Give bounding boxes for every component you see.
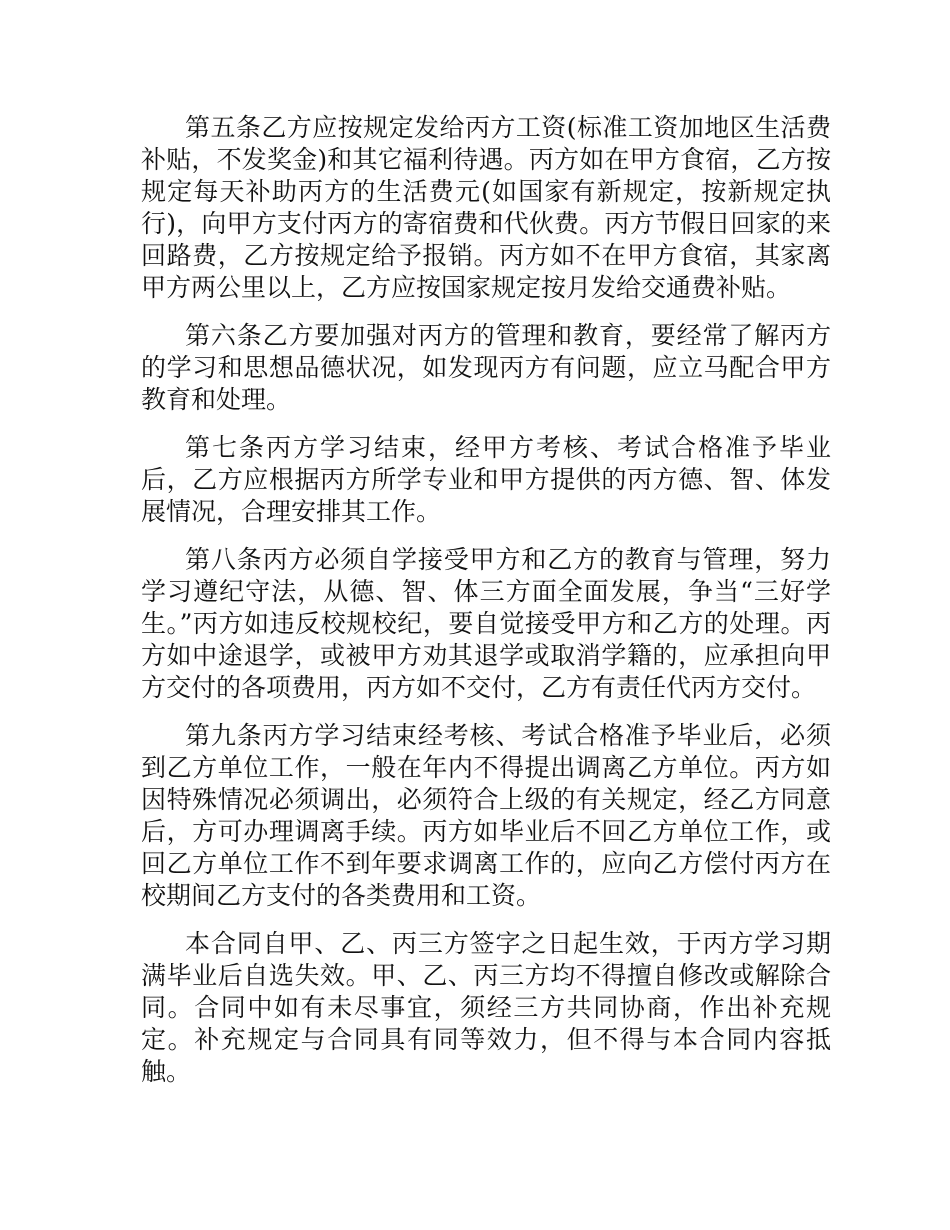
paragraph-article-5: 第五条乙方应按规定发给丙方工资(标准工资加地区生活费补贴，不发奖金)和其它福利待遇。丙方如在甲方食宿，乙方按规定每天补助丙方的生活费元(如国家有新规定，按新规定执行)，向甲方支付丙方的寄宿费和代伙费。丙方节假日回家的来回路费，乙方按规定给予报销。丙方如不在甲方食宿，其家离甲方两公里以上，乙方应按国家规定按月发给交通费补贴。 (141, 113, 831, 302)
paragraph-article-6: 第六条乙方要加强对丙方的管理和教育，要经常了解丙方的学习和思想品德状况，如发现丙方有问题，应立马配合甲方教育和处理。 (141, 321, 831, 414)
document-body (141, 112, 831, 1104)
paragraph-effective-clause: 本合同自甲、乙、丙三方签字之日起生效，于丙方学习期满毕业后自选失效。甲、乙、丙三方均不得擅自修改或解除合同。合同中如有未尽事宜，须经三方共同协商，作出补充规定。补充规定与合同具有同等效力，但不得与本合同内容抵触。 (141, 929, 831, 1086)
paragraph-article-8: 第八条丙方必须自学接受甲方和乙方的教育与管理，努力学习遵纪守法，从德、智、体三方面全面发展，争当“三好学生。”丙方如违反校规校纪，要自觉接受甲方和乙方的处理。丙方如中途退学，或被甲方劝其退学或取消学籍的，应承担向甲方交付的各项费用，丙方如不交付，乙方有责任代丙方交付。 (141, 545, 831, 702)
paragraph-article-9: 第九条丙方学习结束经考核、考试合格准予毕业后，必须到乙方单位工作，一般在年内不得提出调离乙方单位。丙方如因特殊情况必须调出，必须符合上级的有关规定，经乙方同意后，方可办理调离手续。丙方如毕业后不回乙方单位工作，或回乙方单位工作不到年要求调离工作的，应向乙方偿付丙方在校期间乙方支付的各类费用和工资。 (141, 721, 831, 910)
paragraph-article-7: 第七条丙方学习结束，经甲方考核、考试合格准予毕业后，乙方应根据丙方所学专业和甲方提供的丙方德、智、体发展情况，合理安排其工作。 (141, 433, 831, 526)
